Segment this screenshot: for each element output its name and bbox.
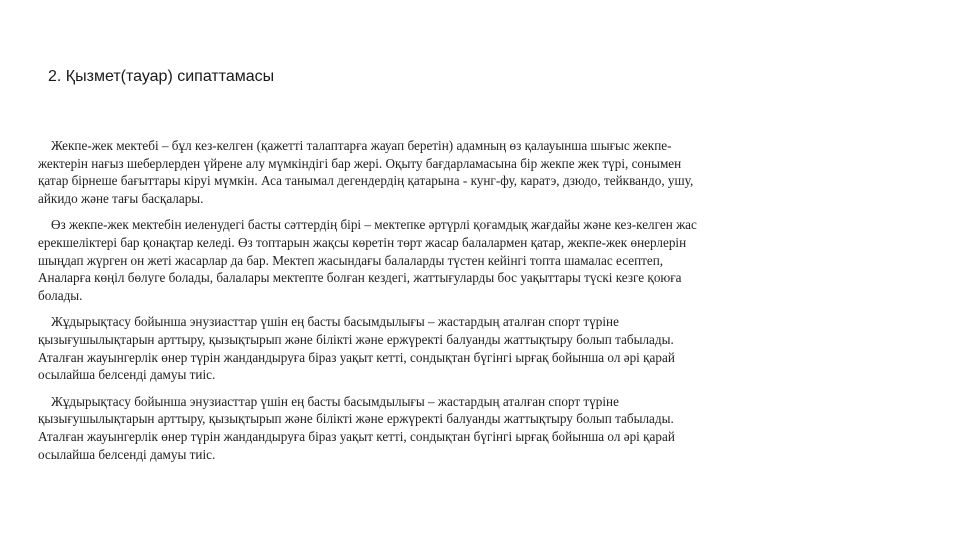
paragraph-line: жектерін нағыз шеберлерден үйрене алу мүмкіндігі бар жері. Оқыту бағдарламасына бір жекпе жек түрі, сонымен (38, 155, 682, 171)
paragraph-3 (38, 313, 870, 383)
paragraph-line: қатар бірнеше бағыттары кіруі мүмкін. Аса танымал дегендердің қатарына - кунг-фу, каратэ, дзюдо, тейквандо, ушу, (38, 173, 694, 189)
paragraph-line: айкидо және тағы басқалары. (38, 190, 204, 206)
paragraph-line: қызығушылықтарын арттыру, қызықтырып және білікті және ержүректі балуанды жаттықтыру болып табылады. (38, 331, 674, 347)
paragraph-line: Жекпе-жек мектебі – бұл кез-келген (қажетті талаптарға жауап беретін) адамның өз қалауынша шығыс жекпе- (51, 138, 672, 153)
paragraph-1 (38, 137, 870, 207)
paragraph-line: осылайша белсенді дамуы тиіс. (38, 446, 216, 462)
paragraph-line: Аталған жауынгерлік өнер түрін жандандыруға біраз уақыт кетті, сондықтан бүгінгі ырғақ бойынша ол әрі қарай (38, 349, 675, 365)
paragraph-line: Жұдырықтасу бойынша энузиасттар үшін ең басты басымдылығы – жастардың аталған спорт түріне (51, 314, 619, 330)
paragraph-line: болады. (38, 287, 83, 303)
paragraph-line: қызығушылықтарын арттыру, қызықтырып және білікті және ержүректі балуанды жаттықтыру болып табылады. (38, 411, 674, 427)
slide-body (38, 137, 870, 472)
paragraph-line: Аталған жауынгерлік өнер түрін жандандыруға біраз уақыт кетті, сондықтан бүгінгі ырғақ бойынша ол әрі қарай (38, 428, 675, 444)
paragraph-line: осылайша белсенді дамуы тиіс. (38, 367, 216, 383)
paragraph-line: Аналарға көңіл бөлуге болады, балалары мектепте болған кездегі, жаттығуларды бос уақыттары түскі кезге қоюға (38, 270, 682, 286)
slide-title: 2. Қызмет(тауар) сипаттамасы (48, 68, 275, 85)
paragraph-line: Өз жекпе-жек мектебін иеленудегі басты сәттердің бірі – мектепке әртүрлі қоғамдық жағдайы және кез-келген жас (51, 217, 697, 233)
paragraph-line: Жұдырықтасу бойынша энузиасттар үшін ең басты басымдылығы – жастардың аталған спорт түріне (51, 393, 619, 409)
paragraph-4 (38, 393, 870, 463)
paragraph-2 (38, 216, 870, 304)
paragraph-line: ерекшеліктері бар қонақтар келеді. Өз топтарын жақсы көретін төрт жасар балалармен қатар, жекпе-жек өнерлерін (38, 234, 687, 250)
paragraph-line: шыңдап жүрген он жеті жасарлар да бар. Мектеп жасындағы балаларды түстен кейінгі топта шамалас есептеп, (38, 252, 664, 268)
